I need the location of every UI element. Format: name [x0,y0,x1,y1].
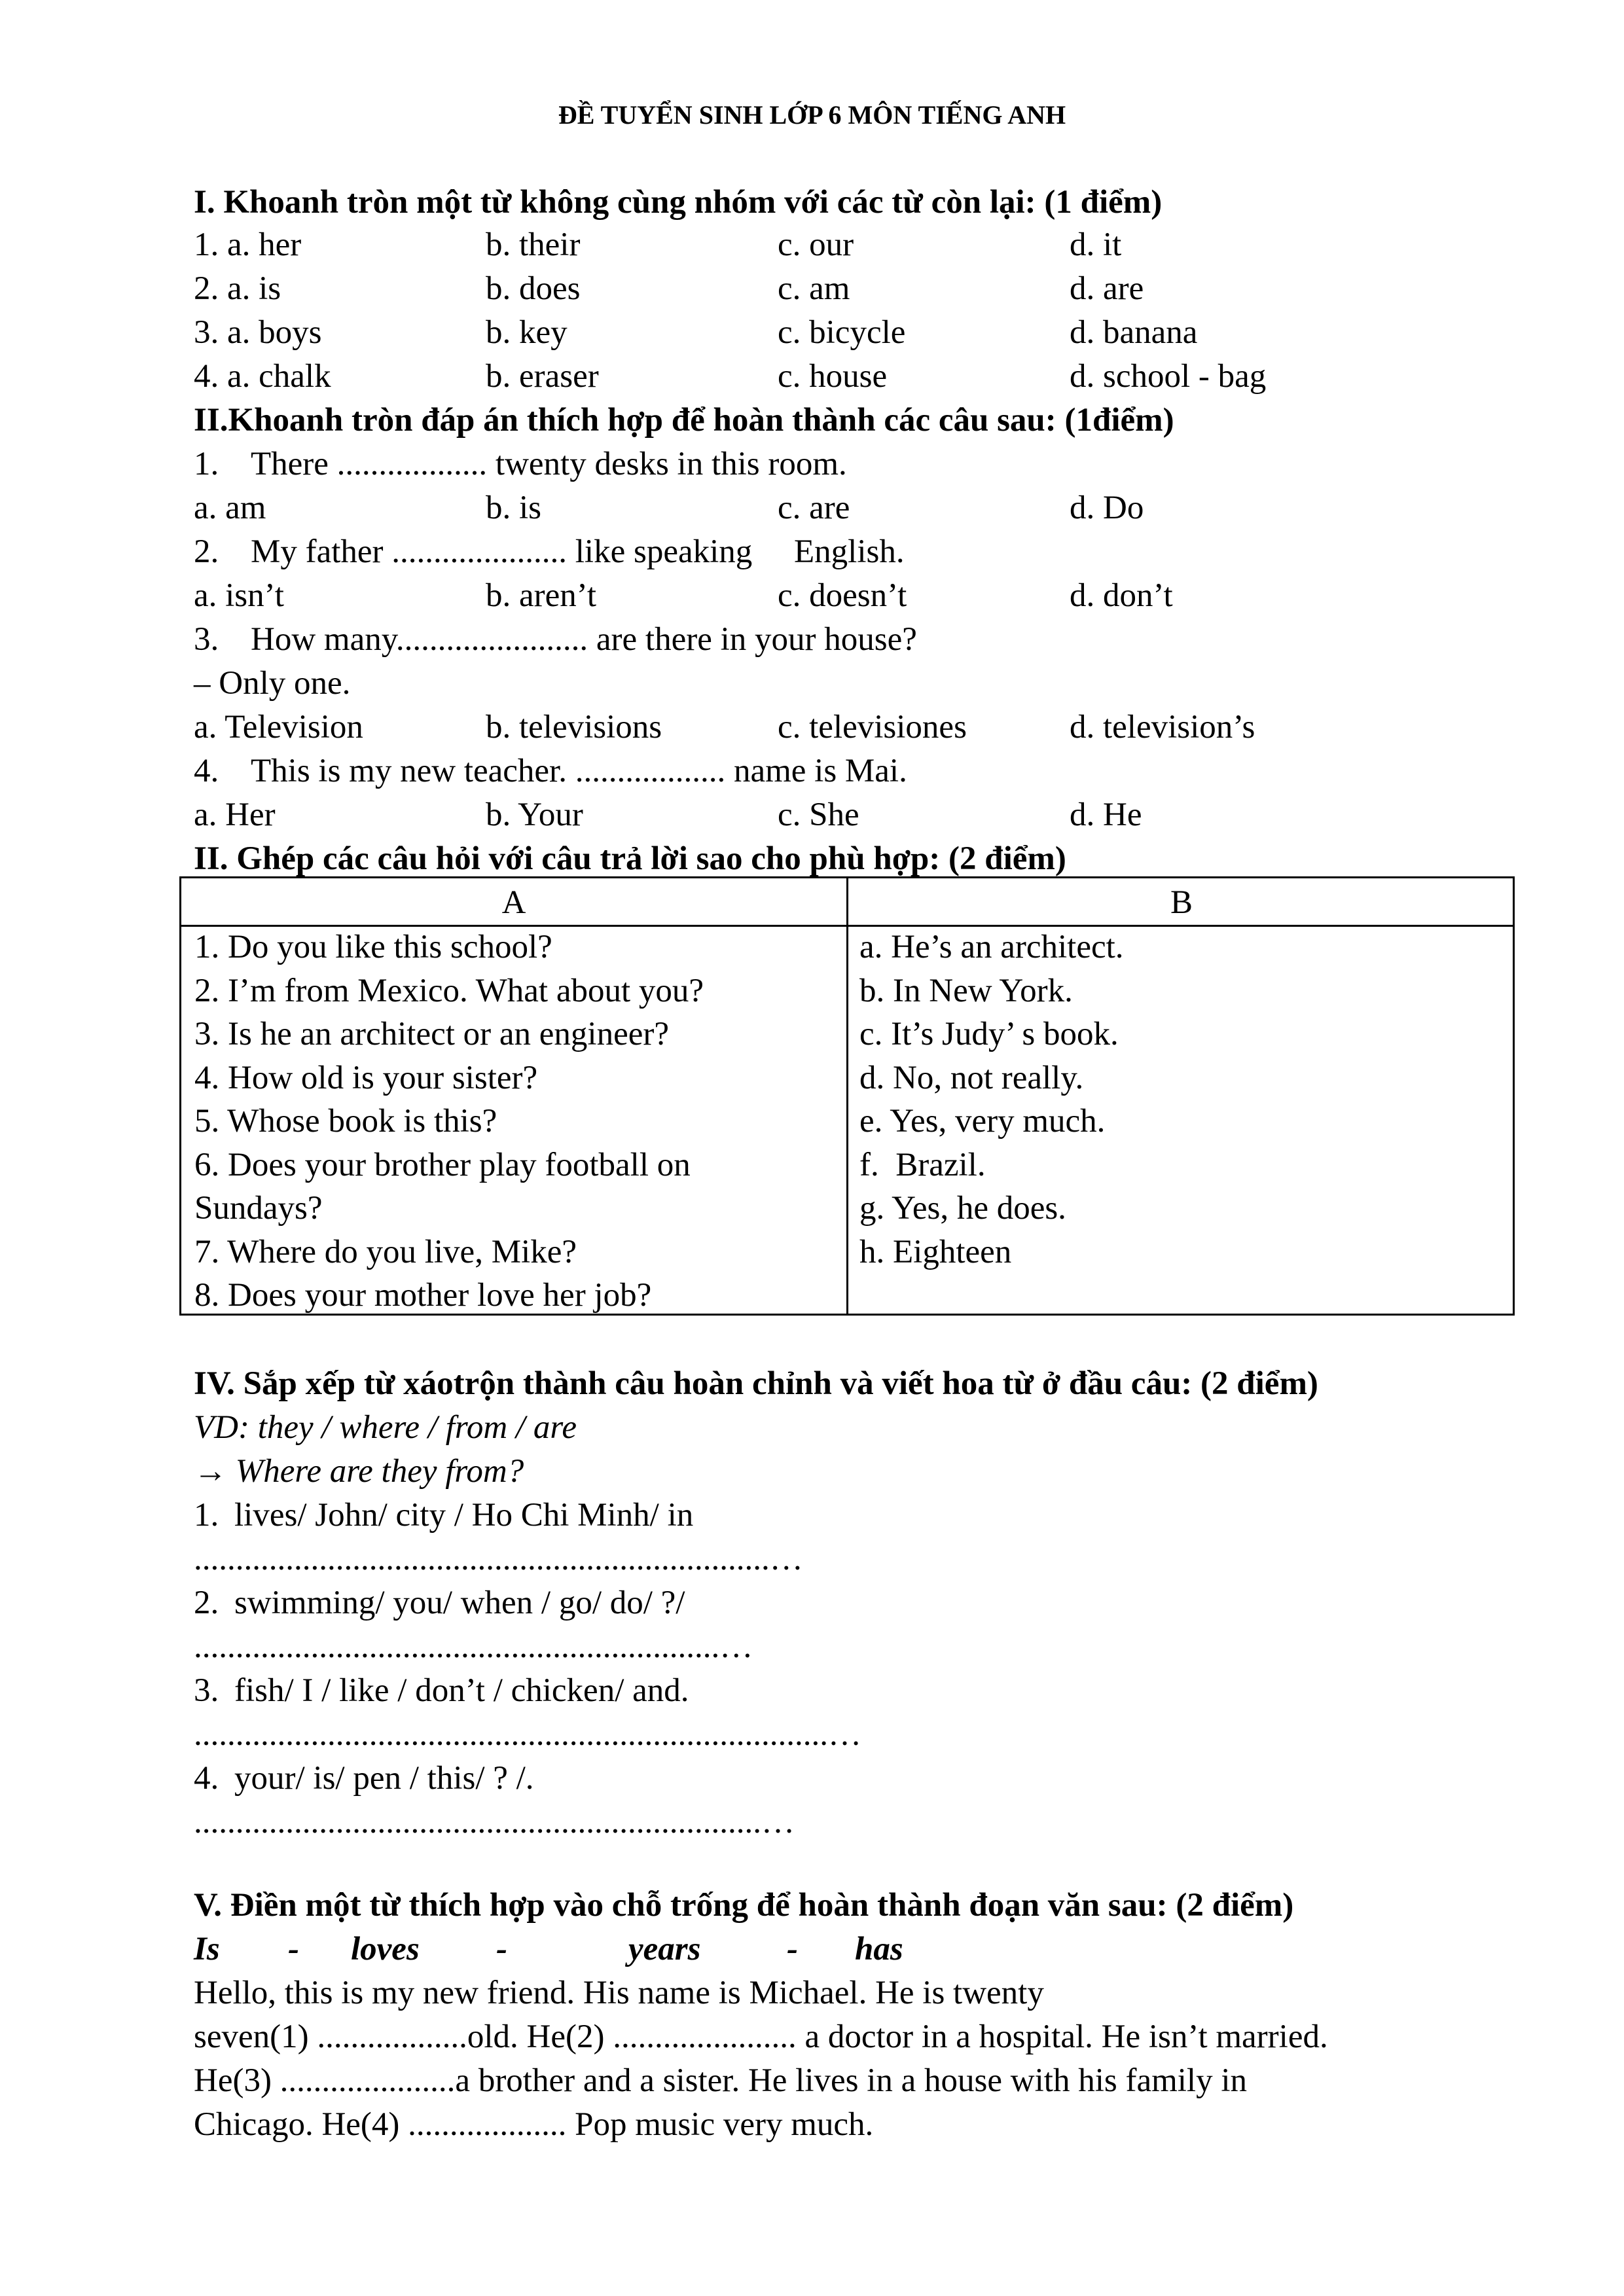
option[interactable]: 2. a. is [194,270,281,307]
item-words: lives/ John/ city / Ho Chi Minh/ in [234,1497,694,1534]
column-b [859,925,1501,1274]
option[interactable]: b. Your [486,797,583,833]
answer-item: g. Yes, he does. [859,1190,1066,1227]
option[interactable]: c. our [778,226,854,263]
option[interactable]: 1. a. her [194,226,302,263]
option[interactable]: a. Television [194,709,363,745]
answer-item: e. Yes, very much. [859,1103,1106,1139]
word-bank-word: years [628,1931,701,1967]
option[interactable]: d. it [1070,226,1122,263]
section-5-heading: V. Điền một từ thích hợp vào chỗ trống để hoàn thành đoạn văn sau: (2 điểm) [194,1887,1294,1924]
option[interactable]: d. Do [1070,490,1144,526]
option[interactable]: c. She [778,797,859,833]
question-number: 1. [194,446,219,482]
option[interactable]: c. doesn’t [778,577,907,614]
question-text: This is my new teacher. .................. name is Mai. [251,753,907,789]
option[interactable]: a. am [194,490,266,526]
option[interactable]: d. school - bag [1070,358,1267,395]
answer-item: d. No, not really. [859,1059,1084,1096]
item-words: your/ is/ pen / this/ ? /. [234,1760,534,1797]
answer-item: f. Brazil. [859,1146,986,1183]
option[interactable]: 3. a. boys [194,314,322,351]
option[interactable]: a. Her [194,797,276,833]
answer-line[interactable]: ............................................................................… [194,1716,861,1753]
option[interactable]: 4. a. chalk [194,358,331,395]
option[interactable]: c. house [778,358,888,395]
question-item: 2. I’m from Mexico. What about you? [194,972,704,1009]
answer-item: h. Eighteen [859,1233,1012,1270]
answer-line[interactable]: .....................................................................… [194,1541,803,1577]
word-bank-separator: - [288,1931,299,1967]
word-bank-separator: - [787,1931,798,1967]
option[interactable]: d. television’s [1070,709,1255,745]
option[interactable]: b. is [486,490,542,526]
answer-line[interactable]: ...............................................................… [194,1628,753,1665]
item-number: 1. [194,1497,219,1534]
section-2-heading: II.Khoanh tròn đáp án thích hợp để hoàn thành các câu sau: (1điểm) [194,402,1174,439]
option[interactable]: b. their [486,226,581,263]
option[interactable]: b. televisions [486,709,662,745]
question-item: 8. Does your mother love her job? [194,1277,652,1314]
question-item: 6. Does your brother play football on [194,1146,691,1183]
question-item: 7. Where do you live, Mike? [194,1233,577,1270]
section-4-heading: IV. Sắp xếp từ xáotrộn thành câu hoàn chỉnh và viết hoa từ ở đầu câu: (2 điểm) [194,1365,1318,1402]
item-number: 2. [194,1585,219,1621]
option[interactable]: c. are [778,490,850,526]
question-number: 2. [194,533,219,570]
example-prompt: VD: they / where / from / are [194,1409,577,1446]
table-divider [846,878,848,1314]
item-words: swimming/ you/ when / go/ do/ ?/ [234,1585,685,1621]
option[interactable]: c. am [778,270,850,307]
question-text: How many....................... are there in your house? [251,621,917,658]
word-bank-separator: - [496,1931,507,1967]
item-number: 3. [194,1672,219,1709]
passage-line: seven(1) ..................old. He(2) ...................... a doctor in a hospital. He isn’t married. [194,2018,1328,2055]
question-item: 5. Whose book is this? [194,1103,497,1139]
question-text: There .................. twenty desks in this room. [251,446,847,482]
word-bank-word: Is [194,1931,220,1967]
option[interactable]: d. banana [1070,314,1198,351]
example-answer: → Where are they from? [194,1453,524,1490]
column-a-header: A [501,884,526,921]
option[interactable]: c. televisiones [778,709,967,745]
option[interactable]: b. key [486,314,568,351]
question-item: 1. Do you like this school? [194,929,552,965]
item-number: 4. [194,1760,219,1797]
passage-line: Chicago. He(4) ................... Pop music very much. [194,2106,874,2143]
column-b-header: B [1170,884,1193,921]
answer-item: b. In New York. [859,972,1073,1009]
option[interactable]: d. are [1070,270,1144,307]
passage-line: Hello, this is my new friend. His name is Michael. He is twenty [194,1975,1044,2011]
passage-line: He(3) .....................a brother and a sister. He lives in a house with his family in [194,2062,1248,2099]
word-bank-word: has [855,1931,903,1967]
matching-table [179,876,1515,1316]
section-3-heading: II. Ghép các câu hỏi với câu trả lời sao cho phù hợp: (2 điểm) [194,840,1066,877]
column-a [194,925,836,1318]
option[interactable]: a. isn’t [194,577,284,614]
option[interactable]: b. does [486,270,581,307]
question-3-extra: – Only one. [194,665,351,702]
answer-item: a. He’s an architect. [859,929,1124,965]
option[interactable]: b. eraser [486,358,599,395]
question-text: My father ..................... like speaking English. [251,533,905,570]
question-number: 4. [194,753,219,789]
section-1-heading: I. Khoanh tròn một từ không cùng nhóm với các từ còn lại: (1 điểm) [194,184,1163,221]
question-item: Sundays? [194,1190,323,1227]
page-title: ĐỀ TUYỂN SINH LỚP 6 MÔN TIẾNG ANH [558,100,1066,130]
answer-item: c. It’s Judy’ s book. [859,1016,1119,1052]
option[interactable]: c. bicycle [778,314,906,351]
question-number: 3. [194,621,219,658]
item-words: fish/ I / like / don’t / chicken/ and. [234,1672,689,1709]
question-item: 4. How old is your sister? [194,1059,538,1096]
option[interactable]: d. He [1070,797,1142,833]
word-bank-word: loves [351,1931,420,1967]
option[interactable]: d. don’t [1070,577,1173,614]
answer-line[interactable]: ....................................................................… [194,1804,795,1840]
option[interactable]: b. aren’t [486,577,596,614]
question-item: 3. Is he an architect or an engineer? [194,1016,669,1052]
